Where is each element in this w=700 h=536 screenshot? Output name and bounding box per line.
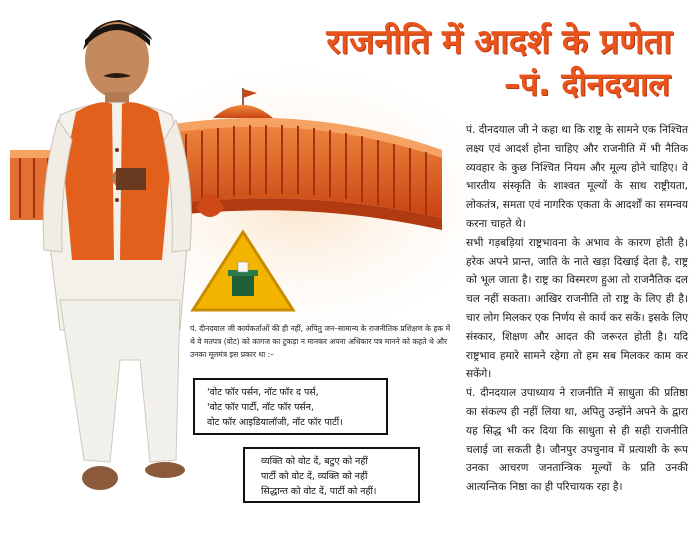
article-paragraph: सभी गड़बड़ियां राष्ट्रभावना के अभाव के कारण होती है। हरेक अपने प्रान्त, जाति के नाते खड़ा दिखाई देता है, राष्ट्र को भूल जाता है। राष्ट्र का विस्मरण हुआ तो राजनैतिक दल चल नहीं सकता। आखिर राजनीति तो राष्ट्र के लिए ही है। चार लोग मिलकर एक निर्णय से कार्य कर सकें। इसके लिए संस्कार, शिक्षण और आदत की जरूरत होती है। यदि राष्ट्रभाव हमारे सामने रहेगा तो हम सब मिलकर काम कर सकेंगे। — [466, 236, 688, 381]
quote-line: सिद्धान्त को वोट दें, पार्टी को नहीं। — [261, 486, 377, 498]
page-title: राजनीति में आदर्श के प्रणेता — [326, 22, 672, 62]
quote-line: 'वोट फॉर पर्सन, नॉट फॉर द पर्स, — [207, 387, 319, 398]
quote-box-english — [193, 378, 388, 435]
article-paragraph: पं. दीनदयाल उपाध्याय ने राजनीति में साधुता की प्रतिष्ठा का संकल्प ही नहीं लिया था, अपितु उन्होंने अपने के द्वारा यह सिद्ध भी कर दिया कि साधुता से ही सही राजनीति चलाई जा सकती है। जौनपुर उपचुनाव में प्रत्याशी के रूप उनका आचरण जनतान्त्रिक मूल्यों के प्रति उनकी आत्यन्तिक निष्ठा का ही परिचायक रहा है। — [466, 387, 688, 494]
article-paragraph: पं. दीनदयाल जी ने कहा था कि राष्ट्र के सामने एक निश्चित लक्ष्य एवं आदर्श होना चाहिए और राजनीति में भी नैतिक व्यवहार के कुछ निश्चित नियम और मूल्य होने चाहिए। वे भारतीय संस्कृति के शाश्वत मूल्यों के साथ राष्ट्रीयता, लोकतंत्र, समता एवं नागरिक एकता के आदर्शों का समन्वय करना चाहते थे। — [466, 124, 688, 230]
quote-line: वोट फॉर आइडियालॉजी, नॉट फॉर पार्टी। — [207, 417, 343, 429]
portrait — [43, 20, 191, 490]
quote-line: पार्टी को वोट दें, व्यक्ति को नहीं — [261, 471, 368, 483]
page-subtitle: –पं. दीनदयाल — [503, 65, 670, 103]
image-caption: पं. दीनदयाल जी कार्यकर्ताओं की ही नहीं, अपितु जन–सामान्य के राजनीतिक प्रशिक्षण के हक में थे वे मतपत्र (वोट) को कागज का टुकड़ा न मानकर अपना अधिकार पत्र मानने को कहते थे और उनका मूलमंत्र इस प्रकार था :– — [190, 324, 451, 359]
article-body — [466, 121, 688, 497]
quote-line: 'वोट फॉर पार्टी, नॉट फॉर पर्सन, — [207, 402, 314, 414]
quote-box-hindi — [243, 447, 420, 503]
quote-line: व्यक्ति को वोट दें, बटुए को नहीं — [261, 456, 368, 467]
